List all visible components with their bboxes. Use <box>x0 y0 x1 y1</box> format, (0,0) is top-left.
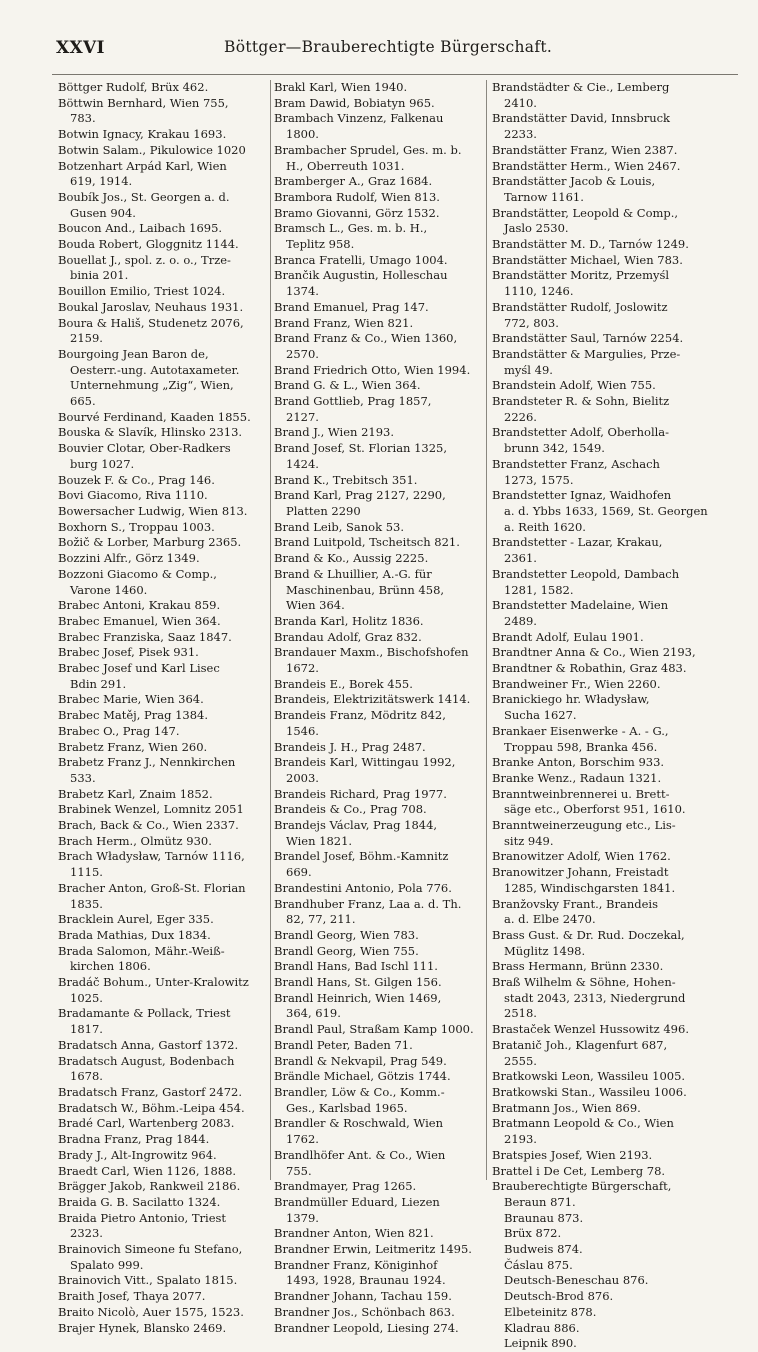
directory-entry-line: Bozzoni Giacomo & Comp., <box>58 566 217 581</box>
directory-entry-line: Brandstätter Rudolf, Joslowitz <box>492 299 668 314</box>
directory-entry-line: 533. <box>70 770 96 785</box>
directory-entry-line: Brandler, Löw & Co., Komm.- <box>274 1085 445 1099</box>
directory-entry-line: 1817. <box>70 1022 103 1037</box>
directory-entry-line: Bramberger A., Graz 1684. <box>274 174 433 189</box>
directory-entry-line: Brabec Antoni, Krakau 859. <box>58 598 221 613</box>
directory-entry-line: Brandl Hans, Bad Ischl 111. <box>274 959 438 974</box>
directory-entry-line: Branntweinbrennerei u. Brett- <box>492 786 670 801</box>
directory-entry-line: 1025. <box>70 990 103 1005</box>
directory-entry-line: Branntweinerzeugung etc., Lis- <box>492 818 676 833</box>
page-header <box>44 38 740 64</box>
directory-entry-line: Brandt Adolf, Eulau 1901. <box>492 629 644 644</box>
directory-entry-line: Brabetz Franz, Wien 260. <box>58 739 208 754</box>
directory-entry-line: Brandstätter & Margulies, Prze- <box>492 346 681 361</box>
directory-entry-line: Oesterr.-ung. Autotaxameter. <box>70 362 240 377</box>
directory-entry-line: Braß Wilhelm & Söhne, Hohen- <box>492 975 676 990</box>
directory-entry-line: Bradna Franz, Prag 1844. <box>58 1132 210 1147</box>
directory-entry-line: Müglitz 1498. <box>504 943 586 958</box>
directory-entry-line: Bramo Giovanni, Görz 1532. <box>274 205 440 220</box>
directory-entry-line: Brančik Augustin, Holleschau <box>274 268 448 283</box>
directory-entry-line: Botwin Salam., Pikulowice 1020 <box>58 142 246 157</box>
directory-entry-line: Bratanič Joh., Klagenfurt 687, <box>492 1037 668 1052</box>
directory-entry-line: Brandauer Maxm., Bischofshofen <box>274 645 469 660</box>
directory-entry-line: Brandmüller Eduard, Liezen <box>274 1194 440 1209</box>
directory-entry-line: Brandstätter Herm., Wien 2467. <box>492 158 681 173</box>
directory-entry-line: Bdin 291. <box>70 676 127 691</box>
directory-entry-line: Brakl Karl, Wien 1940. <box>274 80 408 94</box>
directory-entry-line: Brandl Peter, Baden 71. <box>274 1037 413 1052</box>
directory-entry-line: Brandl Heinrich, Wien 1469, <box>274 990 442 1005</box>
directory-entry-line: Brandner Jos., Schönbach 863. <box>274 1304 455 1319</box>
directory-entry-line: Bouellat J., spol. z. o. o., Trze- <box>58 252 231 267</box>
directory-entry-line: Bourgoing Jean Baron de, <box>58 346 209 361</box>
directory-entry-line: 2489. <box>504 613 537 628</box>
directory-entry-line: Brandstätter Michael, Wien 783. <box>492 252 683 267</box>
directory-entry-line: Brabec Franziska, Saaz 1847. <box>58 629 232 644</box>
directory-entry-line: Boxhorn S., Troppau 1003. <box>58 519 215 534</box>
directory-entry-line: Bouda Robert, Gloggnitz 1144. <box>58 237 239 252</box>
directory-entry-line: Branke Anton, Borschim 933. <box>492 755 665 770</box>
directory-entry-line: Deutsch-Beneschau 876. <box>504 1273 649 1288</box>
directory-entry-line: Brand & Ko., Aussig 2225. <box>274 551 429 566</box>
directory-entry-line: säge etc., Oberforst 951, 1610. <box>504 802 686 817</box>
running-head: Böttger—Brauberechtigte Bürgerschaft. <box>224 38 553 56</box>
directory-entry-line: Brandejs Václav, Prag 1844, <box>274 818 438 833</box>
directory-entry-line: Böttger Rudolf, Brüx 462. <box>58 80 209 94</box>
directory-entry-line: Bradatsch August, Bodenbach <box>58 1053 235 1068</box>
directory-entry-line: Boukal Jaroslav, Neuhaus 1931. <box>58 299 244 314</box>
directory-entry-line: Brandstätter Franz, Wien 2387. <box>492 142 678 157</box>
directory-entry-line: Brand Franz & Co., Wien 1360, <box>274 331 458 346</box>
directory-entry-line: Brandtner & Robathin, Graz 483. <box>492 661 687 676</box>
directory-entry-line: 2570. <box>286 346 319 361</box>
directory-entry-line: Brauberechtigte Bürgerschaft, <box>492 1179 672 1194</box>
directory-entry-line: Bracher Anton, Groß-St. Florian <box>58 880 246 895</box>
directory-entry-line: Bouvier Clotar, Ober-Radkers <box>58 441 231 456</box>
directory-entry-line: Brandstätter Jacob & Louis, <box>492 174 656 189</box>
directory-entry-line: Brandner Johann, Tachau 159. <box>274 1289 452 1304</box>
directory-entry-line: Brajer Hynek, Blansko 2469. <box>58 1320 227 1335</box>
directory-entry-line: Kladrau 886. <box>504 1320 580 1335</box>
directory-entry-line: 1281, 1582. <box>504 582 574 597</box>
directory-entry-line: Brandstetter Franz, Aschach <box>492 456 660 471</box>
directory-entry-line: binia 201. <box>70 268 129 283</box>
directory-entry-line: Brass Gust. & Dr. Rud. Doczekal, <box>492 927 685 942</box>
directory-entry-line: Brandstetter Adolf, Oberholla- <box>492 425 670 440</box>
directory-entry-line: Bratmann Leopold & Co., Wien <box>492 1116 674 1131</box>
directory-entry-line: 1800. <box>286 127 319 142</box>
directory-entry-line: 2159. <box>70 331 103 346</box>
directory-entry-line: Brägger Jakob, Rankweil 2186. <box>58 1179 241 1194</box>
directory-entry-line: Brady J., Alt-Ingrowitz 964. <box>58 1147 217 1162</box>
directory-entry-line: H., Oberreuth 1031. <box>286 158 405 173</box>
directory-entry-line: Tarnow 1161. <box>504 189 584 204</box>
directory-entry-line: Deutsch-Brod 876. <box>504 1289 614 1304</box>
directory-entry-line: Brandstätter David, Innsbruck <box>492 111 671 126</box>
directory-entry-line: Brabetz Franz J., Nennkirchen <box>58 755 236 770</box>
directory-entry-line: Bratkowski Stan., Wassileu 1006. <box>492 1085 687 1099</box>
directory-entry-line: Wien 364. <box>286 598 345 613</box>
directory-entry-line: Botwin Ignacy, Krakau 1693. <box>58 127 227 142</box>
directory-entry-line: Brand Gottlieb, Prag 1857, <box>274 394 432 409</box>
directory-entry-line: Brandau Adolf, Graz 832. <box>274 629 422 644</box>
directory-entry-line: Branowitzer Johann, Freistadt <box>492 865 669 880</box>
directory-entry-line: 669. <box>286 865 312 880</box>
directory-entry-line: Branca Fratelli, Umago 1004. <box>274 252 448 267</box>
directory-entry-line: Brand Emanuel, Prag 147. <box>274 299 429 314</box>
directory-entry-line: Boucon And., Laibach 1695. <box>58 221 223 236</box>
directory-entry-line: Brandeis & Co., Prag 708. <box>274 802 427 817</box>
directory-entry-line: a. d. Elbe 2470. <box>504 912 596 927</box>
directory-entry-line: Maschinenbau, Brünn 458, <box>286 582 445 597</box>
directory-entry-line: Brandsteter R. & Sohn, Bielitz <box>492 394 670 409</box>
directory-entry-line: 1285, Windischgarsten 1841. <box>504 880 676 895</box>
directory-entry-line: Brandstein Adolf, Wien 755. <box>492 378 656 393</box>
directory-entry-line: Brandstätter Moritz, Przemyśl <box>492 268 670 283</box>
directory-entry-line: Böttwin Bernhard, Wien 755, <box>58 95 229 110</box>
directory-entry-line: Unternehmung „Zig“, Wien, <box>70 378 234 393</box>
entry-column-3 <box>492 80 724 1351</box>
directory-entry-line: 2410. <box>504 95 537 110</box>
directory-entry-line: Ges., Karlsbad 1965. <box>286 1100 408 1115</box>
directory-entry-line: Brach Herm., Olmütz 930. <box>58 833 212 848</box>
directory-entry-line: Bradatsch W., Böhm.-Leipa 454. <box>58 1100 245 1115</box>
directory-entry-line: Bramsch L., Ges. m. b. H., <box>274 221 428 236</box>
directory-entry-line: Brambacher Sprudel, Ges. m. b. <box>274 142 462 157</box>
directory-entry-line: 772, 803. <box>504 315 559 330</box>
directory-entry-line: Branžovsky Frant., Brandeis <box>492 896 658 911</box>
directory-entry-line: 2233. <box>504 127 537 142</box>
directory-entry-line: Brabec Matěj, Prag 1384. <box>58 708 209 723</box>
directory-entry-line: Varone 1460. <box>70 582 148 597</box>
column-divider <box>486 80 487 1180</box>
directory-entry-line: Brandeis Karl, Wittingau 1992, <box>274 755 456 770</box>
directory-entry-line: Brabec O., Prag 147. <box>58 723 180 738</box>
directory-entry-line: Brand Karl, Prag 2127, 2290, <box>274 488 446 503</box>
directory-entry-line: 1110, 1246. <box>504 284 574 299</box>
directory-entry-line: Brandl Hans, St. Gilgen 156. <box>274 975 442 990</box>
directory-entry-line: a. d. Ybbs 1633, 1569, St. Georgen <box>504 503 708 518</box>
entry-columns <box>52 80 752 1351</box>
directory-entry-line: Brandstetter Ignaz, Waidhofen <box>492 488 672 503</box>
directory-entry-line: Božič & Lorber, Marburg 2365. <box>58 535 242 550</box>
directory-entry-line: Brandl Paul, Straßam Kamp 1000. <box>274 1022 474 1037</box>
directory-entry-line: Brandel Josef, Böhm.-Kamnitz <box>274 849 449 864</box>
directory-entry-line: 1835. <box>70 896 103 911</box>
directory-entry-line: Brandler & Roschwald, Wien <box>274 1116 443 1131</box>
directory-entry-line: 2193. <box>504 1132 537 1147</box>
directory-entry-line: Braito Nicolò, Auer 1575, 1523. <box>58 1304 244 1319</box>
directory-entry-line: Bradamante & Pollack, Triest <box>58 1006 231 1021</box>
directory-entry-line: Brach Władysław, Tarnów 1116, <box>58 849 245 864</box>
directory-entry-line: 1672. <box>286 661 319 676</box>
directory-entry-line: Branowitzer Adolf, Wien 1762. <box>492 849 671 864</box>
directory-entry-line: Brandhuber Franz, Laa a. d. Th. <box>274 896 462 911</box>
directory-entry-line: Branda Karl, Holitz 1836. <box>274 613 424 628</box>
directory-entry-line: Sucha 1627. <box>504 708 577 723</box>
directory-entry-line: 2323. <box>70 1226 103 1241</box>
directory-entry-line: Jaslo 2530. <box>504 221 569 236</box>
directory-entry-line: Bracklein Aurel, Eger 335. <box>58 912 214 927</box>
entry-column-1 <box>58 80 286 1335</box>
directory-entry-line: Beraun 871. <box>504 1194 576 1209</box>
directory-entry-line: Braunau 873. <box>504 1210 584 1225</box>
directory-entry-line: Brandeis J. H., Prag 2487. <box>274 739 426 754</box>
directory-entry-line: Brandestini Antonio, Pola 776. <box>274 880 452 895</box>
directory-entry-line: Brabec Josef, Pisek 931. <box>58 645 199 660</box>
directory-entry-line: Brandstätter, Leopold & Comp., <box>492 205 679 220</box>
directory-entry-line: Bovi Giacomo, Riva 1110. <box>58 488 208 503</box>
directory-entry-line: Brandeis, Elektrizitätswerk 1414. <box>274 692 471 707</box>
directory-entry-line: Brabec Josef und Karl Lisec <box>58 661 220 676</box>
directory-entry-line: 364, 619. <box>286 1006 341 1021</box>
directory-entry-line: Brambach Vinzenz, Falkenau <box>274 111 444 126</box>
directory-entry-line: Boura & Hališ, Studenetz 2076, <box>58 315 244 330</box>
directory-entry-line: 1273, 1575. <box>504 472 574 487</box>
directory-entry-line: Gusen 904. <box>70 205 136 220</box>
directory-entry-line: Bratkowski Leon, Wassileu 1005. <box>492 1069 686 1084</box>
entry-column-2 <box>274 80 484 1335</box>
directory-entry-line: 755. <box>286 1163 312 1178</box>
directory-entry-line: Brand J., Wien 2193. <box>274 425 394 440</box>
directory-entry-line: Brandner Erwin, Leitmeritz 1495. <box>274 1242 472 1257</box>
directory-entry-line: 1424. <box>286 456 319 471</box>
directory-entry-line: Brach, Back & Co., Wien 2337. <box>58 818 239 833</box>
directory-entry-line: 2518. <box>504 1006 537 1021</box>
directory-entry-line: Brändle Michael, Götzis 1744. <box>274 1069 451 1084</box>
directory-entry-line: Braida G. B. Sacilatto 1324. <box>58 1194 221 1209</box>
directory-entry-line: Brabetz Karl, Znaim 1852. <box>58 786 213 801</box>
directory-entry-line: stadt 2043, 2313, Niedergrund <box>504 990 686 1005</box>
directory-entry-line: Brandstetter Madelaine, Wien <box>492 598 669 613</box>
directory-entry-line: 1546. <box>286 723 319 738</box>
directory-entry-line: Brandweiner Fr., Wien 2260. <box>492 676 661 691</box>
directory-entry-line: Brandstätter Saul, Tarnów 2254. <box>492 331 684 346</box>
directory-entry-line: myśl 49. <box>504 362 553 377</box>
directory-entry-line: 2361. <box>504 551 537 566</box>
directory-entry-line: 1678. <box>70 1069 103 1084</box>
directory-entry-line: Branke Wenz., Radaun 1321. <box>492 770 662 785</box>
directory-entry-line: Bratspies Josef, Wien 2193. <box>492 1147 653 1162</box>
directory-entry-line: Brandstetter - Lazar, Krakau, <box>492 535 663 550</box>
directory-entry-line: Brainovich Vitt., Spalato 1815. <box>58 1273 238 1288</box>
page-number: XXVI <box>56 38 105 58</box>
directory-entry-line: 2127. <box>286 409 319 424</box>
directory-entry-line: Brüx 872. <box>504 1226 562 1241</box>
directory-entry-line: 1374. <box>286 284 319 299</box>
directory-entry-line: 2555. <box>504 1053 537 1068</box>
directory-entry-line: Brandeis Richard, Prag 1977. <box>274 786 447 801</box>
directory-entry-line: 1762. <box>286 1132 319 1147</box>
directory-entry-line: Bradé Carl, Wartenberg 2083. <box>58 1116 235 1131</box>
directory-entry-line: Bradatsch Anna, Gastorf 1372. <box>58 1037 239 1052</box>
directory-entry-line: Brandner Leopold, Liesing 274. <box>274 1320 459 1335</box>
directory-entry-line: Brastaček Wenzel Hussowitz 496. <box>492 1022 689 1037</box>
directory-entry-line: Brattel i De Cet, Lemberg 78. <box>492 1163 666 1178</box>
directory-entry-line: Brandtner Anna & Co., Wien 2193, <box>492 645 696 660</box>
directory-entry-line: kirchen 1806. <box>70 959 151 974</box>
directory-entry-line: Brandstädter & Cie., Lemberg <box>492 80 670 94</box>
directory-entry-line: Čáslau 875. <box>504 1257 573 1272</box>
directory-entry-line: Brandl & Nekvapil, Prag 549. <box>274 1053 447 1068</box>
directory-entry-line: Brand G. & L., Wien 364. <box>274 378 421 393</box>
directory-entry-line: Brabinek Wenzel, Lomnitz 2051 <box>58 802 244 817</box>
directory-entry-line: Brandl Georg, Wien 783. <box>274 927 419 942</box>
directory-entry-line: Brankaer Eisenwerke - A. - G., <box>492 723 669 738</box>
directory-entry-line: Wien 1821. <box>286 833 353 848</box>
directory-entry-line: Brass Hermann, Brünn 2330. <box>492 959 664 974</box>
directory-entry-line: Brandstetter Leopold, Dambach <box>492 566 680 581</box>
directory-entry-line: Brabec Marie, Wien 364. <box>58 692 204 707</box>
directory-entry-line: Brand & Lhuillier, A.-G. für <box>274 566 432 581</box>
directory-entry-line: Bram Dawid, Bobiatyn 965. <box>274 95 435 110</box>
directory-entry-line: Brada Mathias, Dux 1834. <box>58 927 211 942</box>
directory-entry-line: Brand Franz, Wien 821. <box>274 315 414 330</box>
directory-entry-line: Elbeteinitz 878. <box>504 1304 597 1319</box>
directory-entry-line: 82, 77, 211. <box>286 912 356 927</box>
directory-entry-line: Brandeis Franz, Mödritz 842, <box>274 708 446 723</box>
directory-entry-line: Brand Josef, St. Florian 1325, <box>274 441 448 456</box>
directory-entry-line: Boubík Jos., St. Georgen a. d. <box>58 189 230 204</box>
directory-entry-line: Brandeis E., Borek 455. <box>274 676 413 691</box>
directory-entry-line: Bouska & Slavík, Hlinsko 2313. <box>58 425 243 440</box>
directory-entry-line: sitz 949. <box>504 833 554 848</box>
directory-entry-line: 619, 1914. <box>70 174 133 189</box>
directory-entry-line: Bowersacher Ludwig, Wien 813. <box>58 503 248 518</box>
directory-entry-line: Brambora Rudolf, Wien 813. <box>274 189 440 204</box>
directory-entry-line: brunn 342, 1549. <box>504 441 605 456</box>
directory-entry-line: Brandlhöfer Ant. & Co., Wien <box>274 1147 446 1162</box>
directory-entry-line: Braedt Carl, Wien 1126, 1888. <box>58 1163 237 1178</box>
directory-entry-line: Braida Pietro Antonio, Triest <box>58 1210 227 1225</box>
column-divider <box>270 80 271 1180</box>
directory-entry-line: 1493, 1928, Braunau 1924. <box>286 1273 446 1288</box>
directory-entry-line: Platten 2290 <box>286 503 361 518</box>
directory-entry-line: Budweis 874. <box>504 1242 583 1257</box>
directory-entry-line: Bourvé Ferdinand, Kaaden 1855. <box>58 409 251 424</box>
directory-entry-line: Brandner Anton, Wien 821. <box>274 1226 434 1241</box>
directory-entry-line: Bratmann Jos., Wien 869. <box>492 1100 641 1115</box>
directory-entry-line: Troppau 598, Branka 456. <box>504 739 658 754</box>
directory-entry-line: Leipnik 890. <box>504 1336 577 1351</box>
directory-entry-line: 1379. <box>286 1210 319 1225</box>
directory-entry-line: Brainovich Simeone fu Stefano, <box>58 1242 243 1257</box>
directory-entry-line: 2226. <box>504 409 537 424</box>
directory-entry-line: Teplitz 958. <box>286 237 355 252</box>
directory-entry-line: Bouzek F. & Co., Prag 146. <box>58 472 215 487</box>
directory-entry-line: Spalato 999. <box>70 1257 144 1272</box>
directory-entry-line: Botzenhart Arpád Karl, Wien <box>58 158 227 173</box>
directory-entry-line: Bozzini Alfr., Görz 1349. <box>58 551 200 566</box>
directory-entry-line: Bradáč Bohum., Unter-Kralowitz <box>58 975 249 990</box>
directory-entry-line: Braith Josef, Thaya 2077. <box>58 1289 206 1304</box>
directory-entry-line: Bradatsch Franz, Gastorf 2472. <box>58 1085 242 1099</box>
directory-entry-line: Brandmayer, Prag 1265. <box>274 1179 417 1194</box>
directory-entry-line: burg 1027. <box>70 456 135 471</box>
directory-entry-line: Brandstätter M. D., Tarnów 1249. <box>492 237 689 252</box>
directory-entry-line: Brand Leib, Sanok 53. <box>274 519 404 534</box>
directory-entry-line: Brada Salomon, Mähr.-Weiß- <box>58 943 225 958</box>
directory-entry-line: a. Reith 1620. <box>504 519 586 534</box>
directory-entry-line: 665. <box>70 394 96 409</box>
directory-entry-line: Brand K., Trebitsch 351. <box>274 472 418 487</box>
directory-entry-line: 1115. <box>70 865 103 880</box>
directory-entry-line: Brandner Franz, Königinhof <box>274 1257 438 1272</box>
directory-entry-line: Branickiego hr. Władysław, <box>492 692 650 707</box>
header-rule <box>52 74 738 75</box>
directory-entry-line: Bouillon Emilio, Triest 1024. <box>58 284 226 299</box>
directory-entry-line: 783. <box>70 111 96 126</box>
directory-entry-line: Brand Luitpold, Tscheitsch 821. <box>274 535 460 550</box>
directory-entry-line: Brabec Emanuel, Wien 364. <box>58 613 221 628</box>
directory-entry-line: 2003. <box>286 770 319 785</box>
directory-entry-line: Brandl Georg, Wien 755. <box>274 943 419 958</box>
directory-entry-line: Brand Friedrich Otto, Wien 1994. <box>274 362 471 377</box>
